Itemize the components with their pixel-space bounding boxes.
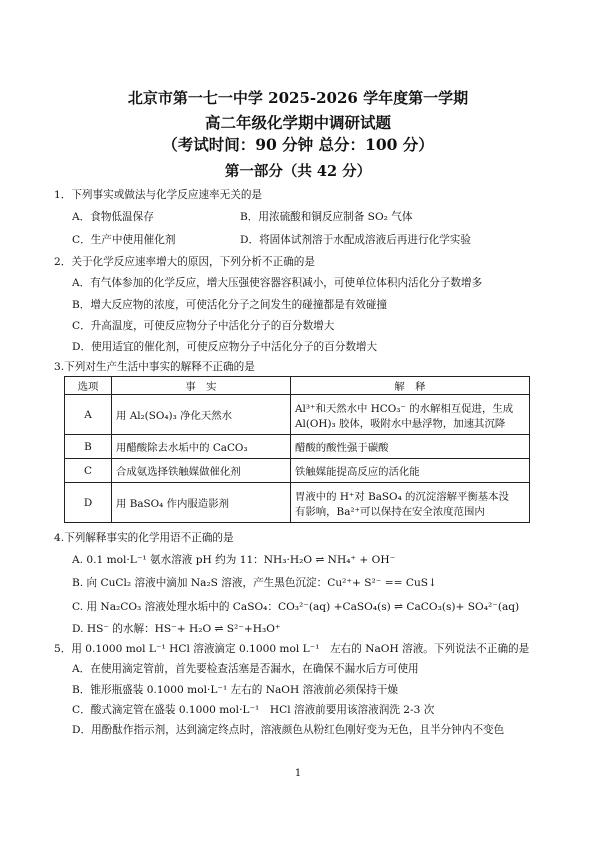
row-explanation — [291, 483, 530, 523]
page-number: 1 — [294, 768, 302, 779]
school-title: 北京市第一七一中学 2025-2026 学年度第一学期 — [127, 89, 469, 107]
q5-option-a: A．在使用滴定管前，首先要检查活塞是否漏水，在确保不漏水后方可使用 — [72, 663, 419, 675]
table-header-row — [65, 377, 530, 395]
row-option: D — [65, 483, 112, 523]
row-explanation-line: Al(OH)₃ 胶体，吸附水中悬浮物，加速其沉降 — [295, 417, 506, 430]
q5-option-d: D．用酚酞作指示剂，达到滴定终点时，溶液颜色从粉红色刚好变为无色，且半分钟内不变色 — [72, 724, 505, 736]
q4-option-c: C. 用 Na₂CO₃ 溶液处理水垢中的 CaSO₄：CO₃²⁻(aq) +CaSO₄(s) ⇌ CaCO₃(s)+ SO₄²⁻(aq) — [72, 601, 520, 613]
table-header-option: 选项 — [65, 377, 112, 395]
q1-option-d: D．将固体试剂溶于水配成溶液后再进行化学实验 — [240, 234, 471, 246]
q1-stem: 1．下列事实或做法与化学反应速率无关的是 — [54, 189, 263, 201]
row-fact: 合成氨选择铁触媒做催化剂 — [112, 459, 291, 483]
q1-option-a: A．食物低温保存 — [72, 211, 154, 223]
table-row — [65, 483, 530, 523]
q2-option-a: A．有气体参加的化学反应，增大压强使容器容积减小，可使单位体积内活化分子数增多 — [72, 277, 483, 289]
row-fact: 用醋酸除去水垢中的 CaCO₃ — [112, 435, 291, 459]
part-title: 第一部分（共 42 分） — [224, 163, 372, 180]
row-explanation-line: Al³⁺和天然水中 HCO₃⁻ 的水解相互促进，生成 — [295, 402, 514, 415]
row-explanation-line: 铁触媒能提高反应的活化能 — [295, 466, 420, 478]
row-option: A — [65, 395, 112, 435]
table-row — [65, 435, 530, 459]
exam-title: 高二年级化学期中调研试题 — [204, 113, 391, 132]
q2-option-d: D．使用适宜的催化剂，可使反应物分子中活化分子的百分数增大 — [72, 341, 378, 353]
q4-option-d: D. HS⁻ 的水解：HS⁻+ H₂O ⇌ S²⁻+H₃O⁺ — [72, 623, 281, 635]
row-fact: 用 BaSO₄ 作内服造影剂 — [112, 483, 291, 523]
row-option: B — [65, 435, 112, 459]
q4-option-b: B. 向 CuCl₂ 溶液中滴加 Na₂S 溶液，产生黑色沉淀：Cu²⁺+ S²⁻ == CuS↓ — [72, 577, 437, 589]
row-fact: 用 Al₂(SO₄)₃ 净化天然水 — [112, 395, 291, 435]
row-explanation-line: 胃液中的 H⁺对 BaSO₄ 的沉淀溶解平衡基本没 — [295, 490, 509, 503]
row-explanation — [291, 459, 530, 483]
row-explanation — [291, 395, 530, 435]
row-explanation-line: 有影响，Ba²⁺可以保持在安全浓度范围内 — [295, 505, 485, 518]
q5-option-c: C．酸式滴定管在盛装 0.1000 mol·L⁻¹ HCl 溶液前要用该溶液润洗 2-3 次 — [72, 704, 435, 716]
table-header-explanation: 解 释 — [291, 377, 530, 395]
q2-option-c: C．升高温度，可使反应物分子中活化分子的百分数增大 — [72, 320, 335, 332]
q5-stem: 5．用 0.1000 mol L⁻¹ HCl 溶液滴定 0.1000 mol L⁻¹ 左右的 NaOH 溶液。下列说法不正确的是 — [54, 643, 530, 655]
table-row — [65, 459, 530, 483]
q2-stem: 2．关于化学反应速率增大的原因，下列分析不正确的是 — [54, 256, 315, 268]
table-row — [65, 395, 530, 435]
q2-option-b: B．增大反应物的浓度，可使活化分子之间发生的碰撞都是有效碰撞 — [72, 299, 388, 311]
table-header-fact: 事 实 — [112, 377, 291, 395]
row-explanation — [291, 435, 530, 459]
row-explanation-line: 醋酸的酸性强于碳酸 — [295, 442, 389, 454]
q3-stem: 3.下列对生产生活中事实的解释不正确的是 — [54, 361, 255, 373]
q4-option-a: A. 0.1 mol·L⁻¹ 氨水溶液 pH 约为 11：NH₃·H₂O ⇌ NH₄⁺ + OH⁻ — [72, 554, 396, 566]
q1-option-b: B．用浓硫酸和铜反应制备 SO₂ 气体 — [240, 211, 413, 223]
q3-table — [64, 376, 530, 523]
q1-option-c: C．生产中使用催化剂 — [72, 234, 176, 246]
exam-info: （考试时间：90 分钟 总分：100 分） — [162, 135, 434, 154]
row-option: C — [65, 459, 112, 483]
q4-stem: 4.下列解释事实的化学用语不正确的是 — [54, 532, 234, 544]
q5-option-b: B．锥形瓶盛装 0.1000 mol·L⁻¹ 左右的 NaOH 溶液前必须保持干燥 — [72, 684, 398, 696]
